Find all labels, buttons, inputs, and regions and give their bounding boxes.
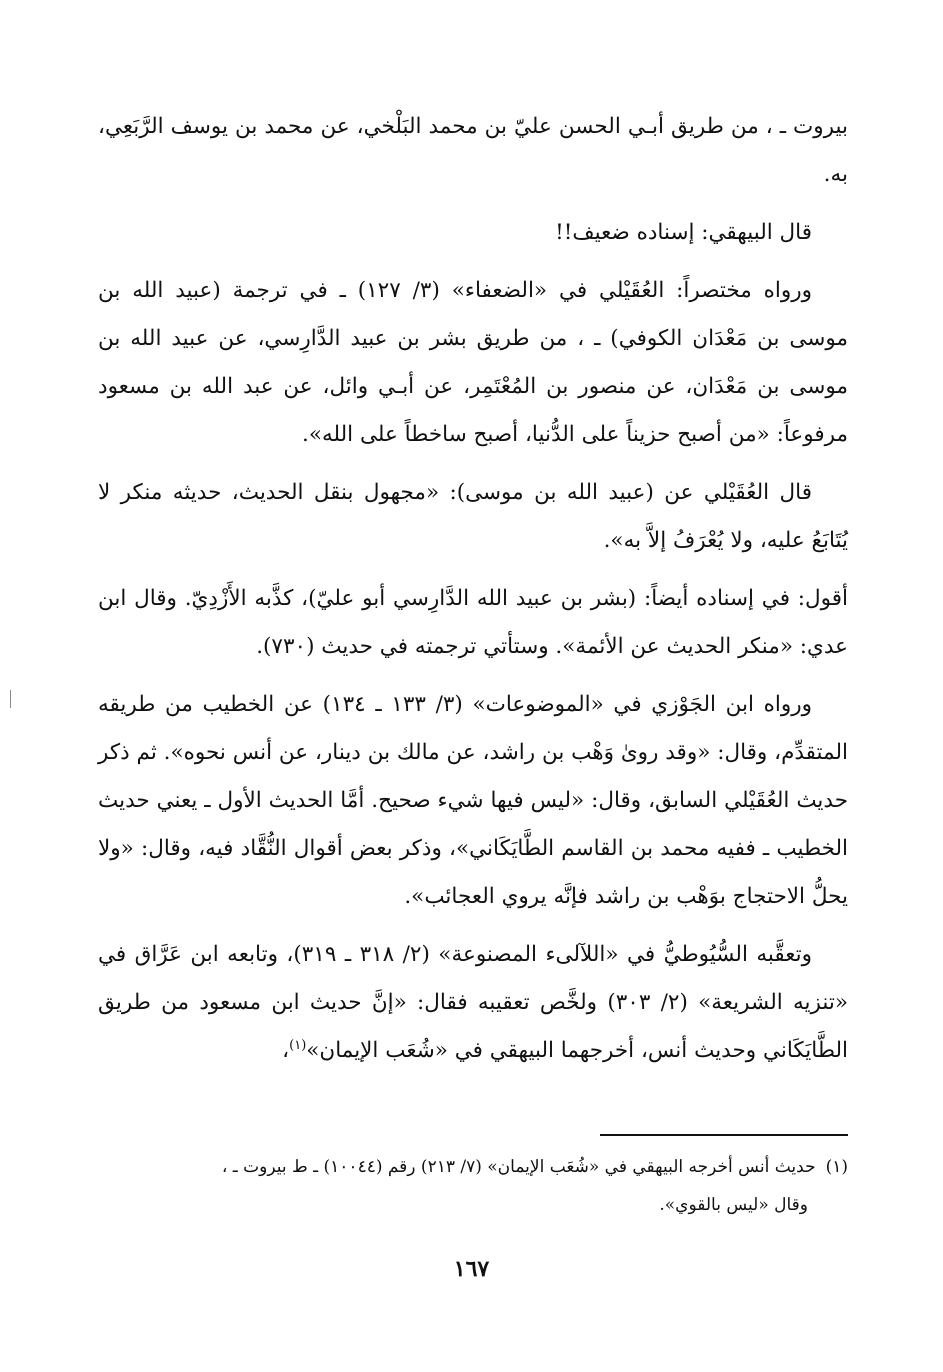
paragraph-6-text: ورواه ابن الجَوْزي في «الموضوعات» (٣/ ١٣٣ ـ ١٣٤) عن الخطيب من طريقه المتقدِّم، وقال: «وقد روىٰ وَهْب بن راشد، عن مالك بن دينار، عن أنس نحوه». ثم ذكر حديث العُقَيْلي السابق، وقال: «ليس فيها شيء صحيح. أمَّا الحديث الأول ـ يعني حديث الخطيب ـ ففيه محمد بن القاسم الطَّايَكَاني»، وذكر بعض أقوال النُّقَّاد فيه، وقال: «ولا يحلُّ الاحتجاج بوَهْب بن راشد فإنَّه يروي العجائب». bbox=[98, 692, 848, 909]
paragraph-5 bbox=[98, 575, 848, 671]
paragraph-2 bbox=[98, 209, 848, 257]
paragraph-2-text: قال البيهقي: إسناده ضعيف!! bbox=[555, 220, 812, 245]
paragraph-7-tail: ، bbox=[282, 1038, 290, 1063]
footnote-item bbox=[98, 1148, 848, 1224]
paragraph-4-text: قال العُقَيْلي عن (عبيد الله بن موسى): «مجهول بنقل الحديث، حديثه منكر لا يُتَابَعُ عليه، ولا يُعْرَفُ إلاَّ به». bbox=[98, 480, 848, 553]
paragraph-1 bbox=[98, 103, 848, 199]
footnote-text: حديث أنس أخرجه البيهقي في «شُعَب الإيمان» (٧/ ٢١٣) رقم (١٠٠٤٤) ـ ط بيروت ـ ، bbox=[221, 1157, 816, 1177]
paragraph-3 bbox=[98, 267, 848, 459]
page-body bbox=[98, 103, 848, 1085]
page-number: ١٦٧ bbox=[453, 1256, 490, 1282]
footnote-divider bbox=[600, 1134, 848, 1136]
paragraph-7 bbox=[98, 931, 848, 1075]
footnote-number: (١) bbox=[825, 1157, 848, 1177]
paragraph-5-text: أقول: في إسناده أيضاً: (بشر بن عبيد الله الدَّارِسي أبو عليّ)، كذَّبه الأَزْدِيّ. وقال ابن عدي: «منكر الحديث عن الأئمة». وستأتي ترجمته في حديث (٧٣٠). bbox=[98, 586, 848, 659]
footnote-reference[interactable]: (١) bbox=[289, 1037, 307, 1053]
paragraph-7-text: وتعقَّبه السُّيُوطيُّ في «اللآلىء المصنوعة» (٢/ ٣١٨ ـ ٣١٩)، وتابعه ابن عَرَّاق في «تنزيه الشريعة» (٢/ ٣٠٣) ولخَّص تعقيبه فقال: «إنَّ حديث ابن مسعود من طريق الطَّايَكَاني وحديث أنس، أخرجهما البيهقي في «شُعَب الإيمان» bbox=[98, 942, 848, 1063]
paragraph-1-text: بيروت ـ ، من طريق أبـي الحسن عليّ بن محمد البَلْخي، عن محمد بن يوسف الرَّبَعِي، به. bbox=[98, 114, 848, 187]
paragraph-6 bbox=[98, 681, 848, 921]
footnotes-section bbox=[98, 1148, 848, 1224]
paragraph-3-text: ورواه مختصراً: العُقَيْلي في «الضعفاء» (٣/ ١٢٧) ـ في ترجمة (عبيد الله بن موسى بن مَعْدَان الكوفي) ـ ، من طريق بشر بن عبيد الدَّارِسي، عن عبيد الله بن موسى بن مَعْدَان، عن منصور بن المُعْتَمِر، عن أبـي وائل، عن عبد الله بن مسعود مرفوعاً: «من أصبح حزيناً على الدُّنيا، أصبح ساخطاً على الله». bbox=[98, 278, 848, 447]
margin-mark bbox=[10, 690, 11, 708]
paragraph-4 bbox=[98, 469, 848, 565]
footnote-continuation: وقال «ليس بالقوي». bbox=[659, 1195, 808, 1215]
